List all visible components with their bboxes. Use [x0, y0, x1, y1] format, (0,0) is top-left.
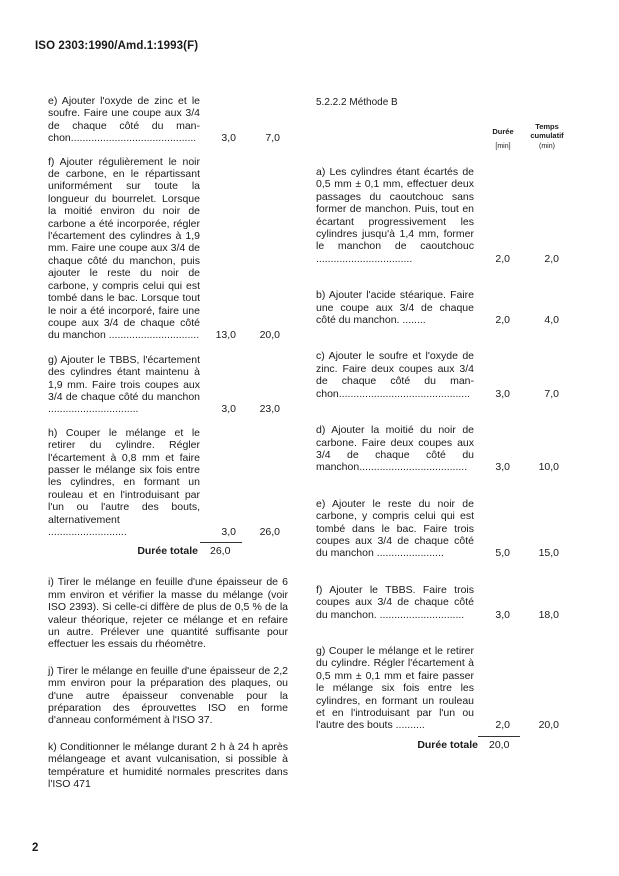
step-duration: 2,0 [495, 314, 510, 327]
procedure-step [316, 498, 566, 560]
step-cumulative: 7,0 [544, 387, 559, 400]
step-text: g) Ajouter le TBBS, l'écartement des cylindres étant maintenu à 1,9 mm. Faire trois coupes aux 3/4 de chaque côté du manchon ............................... [48, 353, 200, 416]
step-text: f) Ajouter régulièrement le noir de carbone, en le répartissant uniformément sur toute la longueur du bourrelet. Lorsque la moitié environ du noir de carbone a été incorporée, régler l'écartement des cylindres à 1,9 mm. Faire une coupe aux 3/4 de chaque côté du manchon, puis ajouter le reste du noir de carbone, y compris celui qui est tombé dans le bac. Lorsque tout le noir a été incorporé, faire une coupe aux 3/4 de chaque côté du manchon ............................... [48, 155, 200, 342]
total-value: 26,0 [210, 545, 231, 558]
step-text: h) Couper le mélange et le retirer du cylindre. Régler l'écartement à 0,8 mm et faire passer le mélange six fois entre les cylindres, en formant un rouleau et en l'introduisant par l'un ou l'autre des bouts, alternativement ........................... [48, 426, 200, 538]
step-duration: 3,0 [495, 461, 510, 474]
step-cumulative: 20,0 [259, 329, 280, 342]
paragraph: i) Tirer le mélange en feuille d'une épaisseur de 6 mm environ et vérifier la masse du mélange (voir ISO 2393). Si celle-ci diffère de plus de 0,5 % de la valeur théorique, rejeter ce mélange et en refaire un autre. Prélever une quantité suffisante pour effectuer les essais du rhéomètre. [48, 576, 288, 651]
page-number: 2 [32, 842, 39, 854]
paragraph: k) Conditionner le mélange durant 2 h à 24 h après mélangeage et avant vulcanisation, si possible à température et humidité normales prescrites dans l'ISO 471 [48, 740, 288, 791]
step-duration: 3,0 [495, 608, 510, 621]
procedure-step [316, 584, 566, 621]
total-rule [200, 542, 242, 543]
procedure-step [48, 95, 288, 145]
total-label: Durée totale [417, 738, 478, 751]
procedure-step [316, 166, 566, 265]
step-cumulative: 10,0 [538, 461, 559, 474]
step-cumulative: 23,0 [259, 403, 280, 416]
step-duration: 3,0 [221, 403, 236, 416]
procedure-step [316, 289, 566, 326]
total-label: Durée totale [137, 545, 198, 558]
procedure-step [316, 424, 566, 474]
column-header-cumulatif: Temps cumulatif [530, 122, 564, 140]
step-text: e) Ajouter l'oxyde de zinc et le soufre. Faire une coupe aux 3/4 de chaque côté du man-chon........................................... [48, 95, 200, 145]
procedure-step [316, 350, 566, 400]
step-text: g) Couper le mélange et le retirer du cylindre. Régler l'écartement à 0,5 mm ± 0,1 mm et faire passer le mélange six fois entre les cylindres, en formant un rouleau et en l'introduisant par l'un ou l'autre des bouts .......... [316, 644, 474, 732]
step-text: d) Ajouter la moitié du noir de carbone. Faire deux coupes aux 3/4 de chaque côté du manchon..................................... [316, 424, 474, 474]
total-value: 20,0 [489, 738, 510, 751]
step-duration: 3,0 [221, 526, 236, 538]
total-row [316, 736, 566, 752]
paragraph: j) Tirer le mélange en feuille d'une épaisseur de 2,2 mm environ pour la préparation des plaques, ou d'une autre épaisseur convenable pour la préparation des éprouvettes ISO en forme d'anneau conformément à l'ISO 37. [48, 664, 288, 727]
step-cumulative: 18,0 [538, 608, 559, 621]
section-title: 5.2.2.2 Méthode B [316, 97, 398, 108]
step-duration: 2,0 [495, 719, 510, 732]
procedure-step [48, 427, 288, 539]
step-text: e) Ajouter le reste du noir de carbone, y compris celui qui est tombé dans le bac. Faire trois coupes aux 3/4 de chaque côté du manchon ....................... [316, 497, 474, 560]
step-cumulative: 26,0 [259, 526, 280, 538]
procedure-step [48, 354, 288, 416]
column-header-duree: Durée [492, 127, 514, 136]
left-column [48, 95, 288, 803]
step-text: b) Ajouter l'acide stéarique. Faire une coupe aux 3/4 de chaque côté du manchon. ........ [316, 289, 474, 327]
step-text: f) Ajouter le TBBS. Faire trois coupes aux 3/4 de chaque côté du manchon. ............................. [316, 583, 474, 621]
step-text: c) Ajouter le soufre et l'oxyde de zinc. Faire deux coupes aux 3/4 de chaque côté du man-chon............................................. [316, 350, 474, 400]
column-unit-duree: [min] [495, 143, 511, 150]
column-unit-cumulatif: (min) [539, 143, 555, 150]
step-cumulative: 2,0 [544, 252, 559, 265]
step-text: a) Les cylindres étant écartés de 0,5 mm ± 0,1 mm, effectuer deux passages du caoutchouc sans former de manchon. Puis, tout en écartant progressivement les cylindres jusqu'à 1,4 mm, former le manchon de caoutchouc ................................. [316, 166, 474, 265]
step-duration: 3,0 [221, 132, 236, 145]
step-cumulative: 4,0 [544, 314, 559, 327]
document-header: ISO 2303:1990/Amd.1:1993(F) [35, 40, 199, 52]
procedure-step [48, 156, 288, 342]
step-duration: 13,0 [215, 329, 236, 342]
step-duration: 5,0 [495, 547, 510, 560]
step-duration: 3,0 [495, 387, 510, 400]
total-rule [478, 736, 520, 737]
step-cumulative: 7,0 [265, 132, 280, 145]
right-column [316, 166, 566, 752]
step-cumulative: 20,0 [538, 719, 559, 732]
procedure-step [316, 645, 566, 732]
step-cumulative: 15,0 [538, 547, 559, 560]
step-duration: 2,0 [495, 252, 510, 265]
total-row [48, 542, 288, 558]
